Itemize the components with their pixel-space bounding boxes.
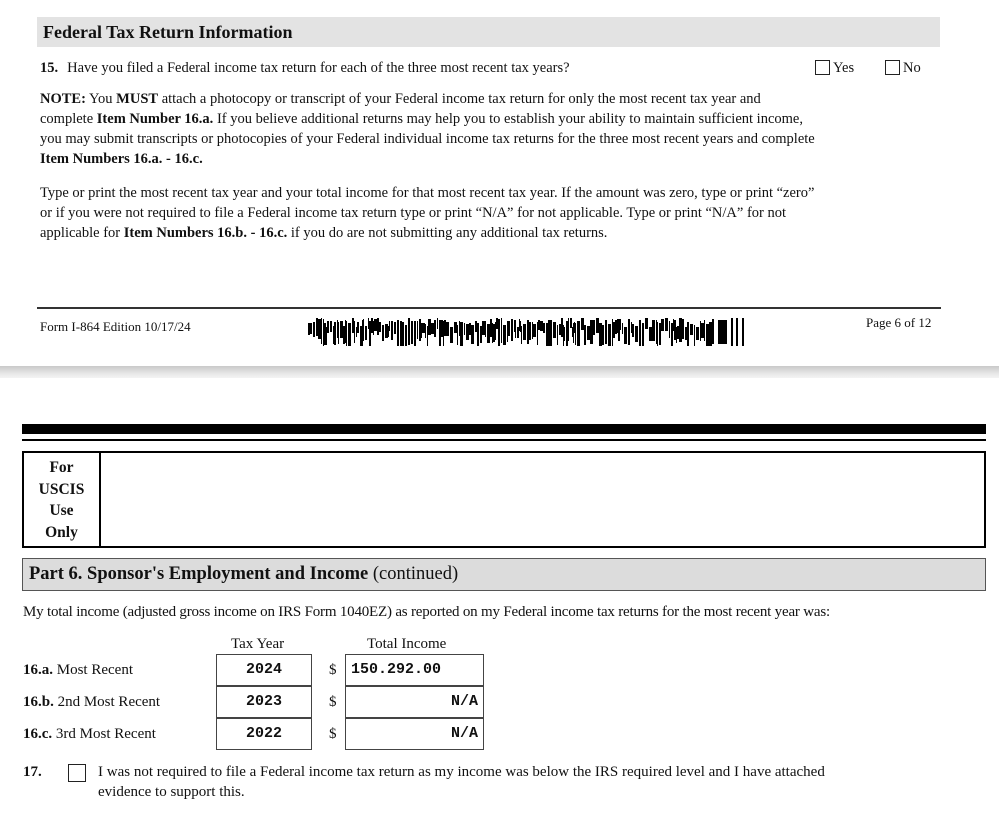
uscis-use-only-label [24,453,101,546]
instructions-text: Type or print the most recent tax year and your total income for that most recent tax year. If the amount was zero, type or print “zero” [40,185,815,201]
footer-divider [37,307,941,309]
barcode-icon [308,318,748,346]
row-number: 16.c. [23,726,53,742]
question-17-line: evidence to support this. [98,784,245,800]
yes-label: Yes [833,60,855,76]
tax-year-16b-field[interactable]: 2023 [216,686,312,718]
uscis-label-line: USCIS [38,480,85,498]
note-text: If you believe additional returns may help you to establish your ability to maintain sufficient income, [213,111,803,127]
instructions-paragraph [40,183,950,243]
note-text: attach a photocopy or transcript of your Federal income tax return for only the most recent tax year and [158,91,761,107]
row-label-text: 2nd Most Recent [57,694,161,710]
question-15-number: 15. [40,60,59,76]
total-income-16b-field[interactable]: N/A [345,686,484,718]
uscis-label-line: For [49,459,74,476]
note-text: You [85,91,117,107]
total-income-header: Total Income [367,636,447,652]
section-title: Federal Tax Return Information [37,17,940,47]
part-6-heading [22,558,986,591]
yes-option[interactable] [815,58,854,78]
currency-symbol: $ [329,726,337,742]
note-paragraph [40,89,950,169]
instructions-item-ref: Item Numbers 16.b. - 16.c. [123,225,288,241]
note-item-ref: Item Numbers 16.a. - 16.c. [40,151,203,167]
total-income-16c-field[interactable]: N/A [345,718,484,750]
no-option[interactable] [885,58,921,78]
uscis-label-line: Only [45,523,78,541]
note-text: you may submit transcripts or photocopies of your Federal individual income tax returns for the three most recent years and complete [40,131,815,147]
part-6-continued: (continued) [368,564,459,584]
row-16b-label [23,694,160,711]
row-16a-label [23,662,133,679]
form-page-6 [0,0,999,366]
question-17-number: 17. [23,764,42,780]
row-label-text: Most Recent [56,662,133,678]
tax-year-16c-field[interactable]: 2022 [216,718,312,750]
instructions-text: or if you were not required to file a Federal income tax return type or print “N/A” for not applicable. Type or print “N/A” for not [40,205,787,221]
part-6-title: Part 6. Sponsor's Employment and Income [29,564,369,584]
total-income-16a-field[interactable]: 150.292.00 [345,654,484,686]
row-label-text: 3rd Most Recent [55,726,156,742]
question-17-line: I was not required to file a Federal income tax return as my income was below the IRS required level and I have attached [98,764,825,780]
no-checkbox[interactable] [885,60,900,75]
page-top-bar [22,424,986,434]
question-17-text [98,762,978,802]
page-separator [0,366,999,378]
page-number: Page 6 of 12 [866,315,932,330]
note-text: complete [40,111,97,127]
row-number: 16.a. [23,662,53,678]
instructions-text: applicable for [40,225,124,241]
row-16c-label [23,726,156,743]
note-label: NOTE: [40,91,86,107]
currency-symbol: $ [329,662,337,678]
question-15-text: Have you filed a Federal income tax return for each of the three most recent tax years? [67,60,570,76]
row-number: 16.b. [23,694,54,710]
instructions-text: if you do are not submitting any additional tax returns. [287,225,608,241]
page-top-rule [22,439,986,441]
tax-year-header: Tax Year [231,636,285,652]
question-17-checkbox[interactable] [68,764,86,782]
income-intro-text: My total income (adjusted gross income on IRS Form 1040EZ) as reported on my Federal income tax returns for the most recent year was: [23,604,830,620]
uscis-label-line: Use [49,502,74,519]
uscis-use-only-box [22,451,986,548]
no-label: No [903,60,921,76]
note-item-ref: Item Number 16.a. [96,111,214,127]
form-edition: Form I-864 Edition 10/17/24 [40,319,191,334]
tax-year-16a-field[interactable]: 2024 [216,654,312,686]
question-15 [40,58,570,78]
yes-checkbox[interactable] [815,60,830,75]
note-must: MUST [116,91,159,107]
currency-symbol: $ [329,694,337,710]
